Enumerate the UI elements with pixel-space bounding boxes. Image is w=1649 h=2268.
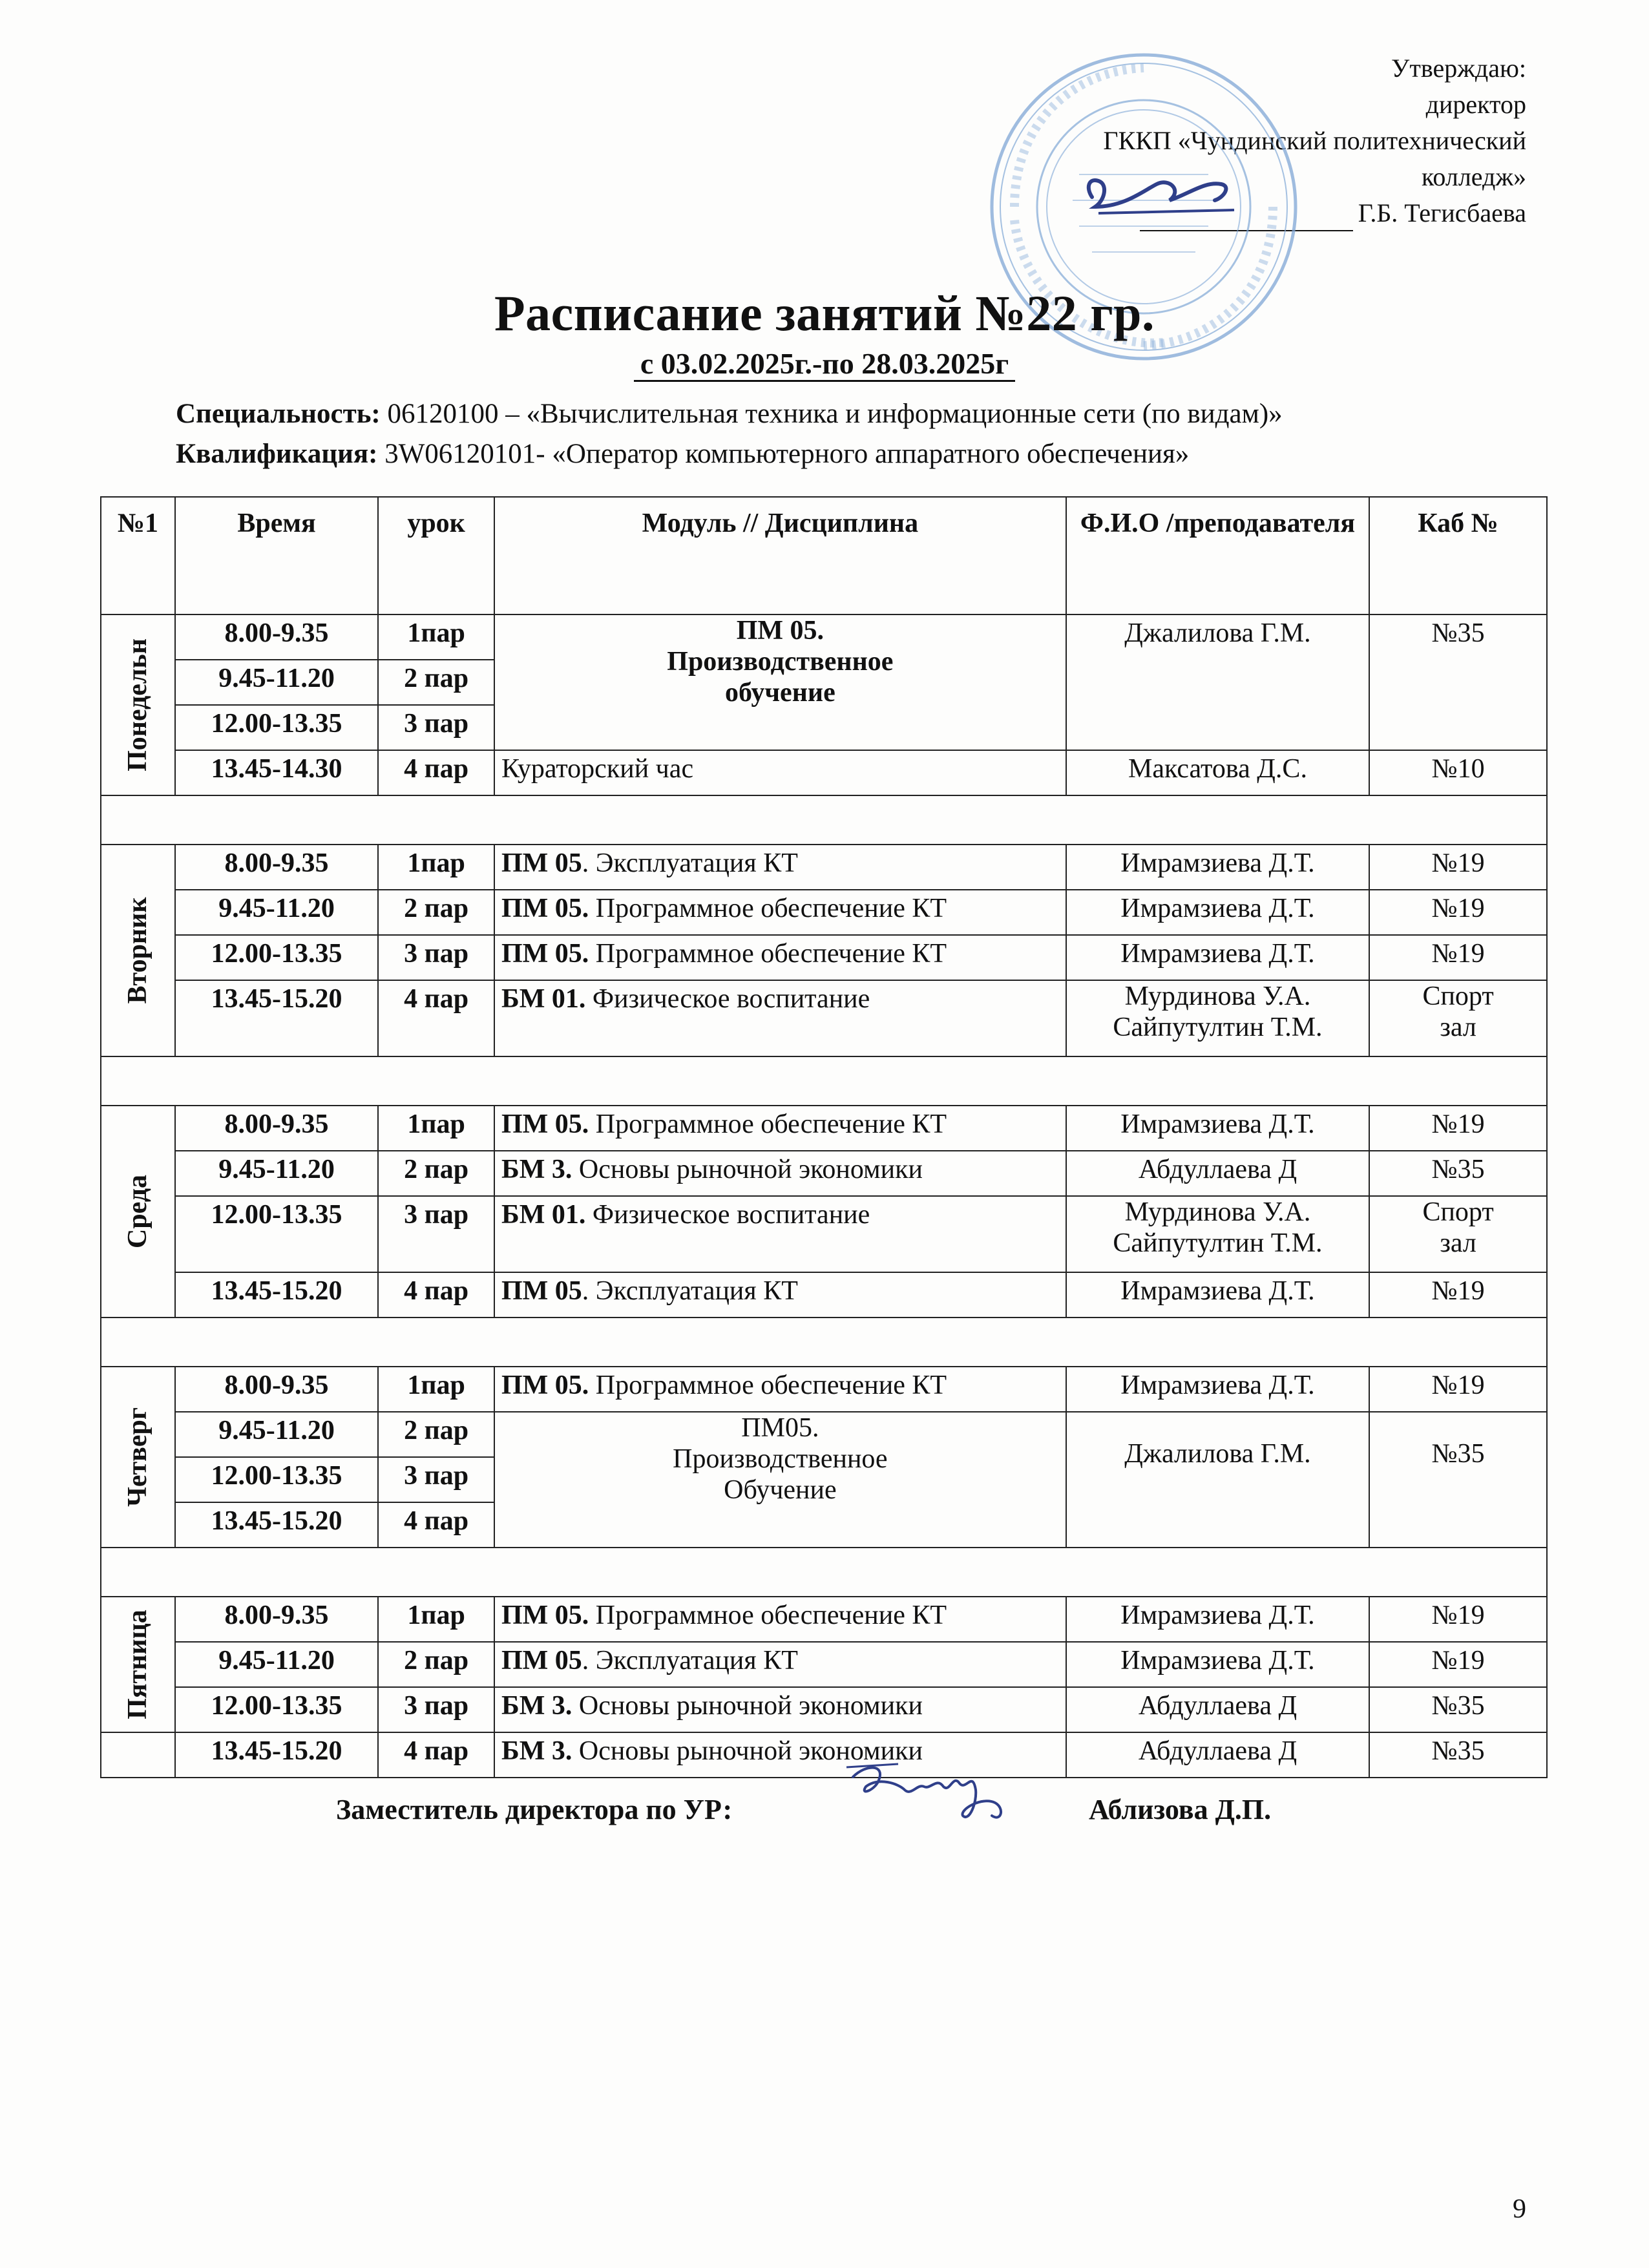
module-code: БМ 01. <box>501 1200 586 1230</box>
module-code: ПМ 05. <box>501 1370 589 1400</box>
time-cell: 8.00-9.35 <box>175 1106 378 1151</box>
time-cell: 12.00-13.35 <box>175 935 378 980</box>
time-cell: 12.00-13.35 <box>175 1196 378 1272</box>
merged-room-cell: №35 <box>1369 1412 1547 1548</box>
lesson-cell: 2 пар <box>378 660 494 705</box>
discipline-name: Основы рыночной экономики <box>572 1691 923 1721</box>
time-cell: 9.45-11.20 <box>175 660 378 705</box>
time-cell: 12.00-13.35 <box>175 1457 378 1502</box>
deputy-signature-icon <box>840 1751 1034 1835</box>
approval-line-3: ГККП «Чундинский политехнический <box>1103 126 1526 155</box>
discipline-name: Программное обеспечение КТ <box>589 1370 947 1400</box>
header-no: №1 <box>101 497 175 614</box>
table-row <box>101 935 1547 980</box>
header-room: Каб № <box>1369 497 1547 614</box>
date-range <box>0 346 1649 381</box>
lesson-cell: 3 пар <box>378 1457 494 1502</box>
time-cell: 13.45-15.20 <box>175 1732 378 1778</box>
module-code: ПМ 05. <box>501 894 589 923</box>
time-cell: 9.45-11.20 <box>175 1412 378 1457</box>
time-cell: 12.00-13.35 <box>175 1687 378 1732</box>
day-cell-monday <box>101 614 175 795</box>
lesson-cell: 3 пар <box>378 935 494 980</box>
approval-line-2: директор <box>1425 90 1526 119</box>
time-cell: 13.45-15.20 <box>175 980 378 1056</box>
subject-cell <box>494 890 1066 935</box>
lesson-cell: 4 пар <box>378 1502 494 1548</box>
room-cell: №35 <box>1369 1151 1547 1196</box>
module-code: ПМ 05 <box>501 1646 582 1675</box>
teacher-cell: Абдуллаева Д <box>1066 1687 1369 1732</box>
discipline-name: Программное обеспечение КТ <box>589 1109 947 1139</box>
module-code: БМ 01. <box>501 984 586 1014</box>
merged-subject-cell: ПМ 05. Производственное обучение <box>494 614 1066 750</box>
room-cell: Спорт зал <box>1369 980 1547 1056</box>
empty-day-cell <box>101 1732 175 1778</box>
time-cell: 8.00-9.35 <box>175 845 378 890</box>
module-code: ПМ 05. <box>501 1109 589 1139</box>
time-cell: 8.00-9.35 <box>175 1597 378 1642</box>
teacher-cell: Абдуллаева Д <box>1066 1732 1369 1778</box>
discipline-name: . Эксплуатация КТ <box>582 1646 798 1675</box>
module-code: ПМ 05 <box>501 1276 582 1306</box>
room-cell: №19 <box>1369 1106 1547 1151</box>
discipline-name: . Эксплуатация КТ <box>582 848 798 878</box>
discipline-name: . Эксплуатация КТ <box>582 1276 798 1306</box>
discipline-name: Основы рыночной экономики <box>572 1736 923 1766</box>
day-label: Четверг <box>123 1407 153 1507</box>
qualification-value: 3W06120101- «Оператор компьютерного аппаратного обеспечения» <box>384 439 1190 469</box>
subject-cell <box>494 1106 1066 1151</box>
teacher-cell: Имрамзиева Д.Т. <box>1066 935 1369 980</box>
lesson-cell: 2 пар <box>378 890 494 935</box>
room-cell: Спорт зал <box>1369 1196 1547 1272</box>
lesson-cell: 4 пар <box>378 1732 494 1778</box>
day-label: Пятница <box>123 1610 153 1719</box>
date-range-text: с 03.02.2025г.-по 28.03.2025г <box>634 347 1015 382</box>
time-cell: 9.45-11.20 <box>175 1642 378 1687</box>
table-row <box>101 1597 1547 1642</box>
spacer-row <box>101 1318 1547 1367</box>
table-row <box>101 1412 1547 1457</box>
lesson-cell: 1пар <box>378 845 494 890</box>
table-row <box>101 1151 1547 1196</box>
teacher-cell: Абдуллаева Д <box>1066 1151 1369 1196</box>
table-row <box>101 614 1547 660</box>
teacher-cell: Мурдинова У.А. Сайпутултин Т.М. <box>1066 980 1369 1056</box>
director-name: Г.Б. Тегисбаева <box>1358 198 1526 227</box>
room-cell: №19 <box>1369 845 1547 890</box>
teacher-cell: Имрамзиева Д.Т. <box>1066 845 1369 890</box>
time-cell: 13.45-14.30 <box>175 750 378 795</box>
room-cell: №19 <box>1369 935 1547 980</box>
subject-cell <box>494 980 1066 1056</box>
teacher-cell: Имрамзиева Д.Т. <box>1066 1642 1369 1687</box>
deputy-label: Заместитель директора по УР: <box>336 1794 733 1825</box>
table-row <box>101 1687 1547 1732</box>
deputy-name: Аблизова Д.П. <box>1089 1794 1272 1825</box>
lesson-cell: 4 пар <box>378 1272 494 1318</box>
time-cell: 9.45-11.20 <box>175 890 378 935</box>
room-cell: №19 <box>1369 1642 1547 1687</box>
teacher-cell: Имрамзиева Д.Т. <box>1066 1272 1369 1318</box>
schedule-table <box>100 496 1548 1778</box>
discipline-name: Программное обеспечение КТ <box>589 1601 947 1630</box>
lesson-cell: 1пар <box>378 614 494 660</box>
time-cell: 8.00-9.35 <box>175 614 378 660</box>
lesson-cell: 1пар <box>378 1367 494 1412</box>
subject-cell <box>494 1196 1066 1272</box>
time-cell: 12.00-13.35 <box>175 705 378 750</box>
header-teacher: Ф.И.О /преподавателя <box>1066 497 1369 614</box>
approval-line-1: Утверждаю: <box>1391 54 1526 83</box>
teacher-cell: Имрамзиева Д.Т. <box>1066 890 1369 935</box>
time-cell: 9.45-11.20 <box>175 1151 378 1196</box>
discipline-name: Основы рыночной экономики <box>572 1155 923 1184</box>
spacer-row <box>101 1056 1547 1106</box>
subject-cell <box>494 1687 1066 1732</box>
teacher-cell: Максатова Д.С. <box>1066 750 1369 795</box>
lesson-cell: 2 пар <box>378 1412 494 1457</box>
lesson-cell: 1пар <box>378 1597 494 1642</box>
room-cell: №19 <box>1369 1272 1547 1318</box>
teacher-cell: Имрамзиева Д.Т. <box>1066 1597 1369 1642</box>
time-cell: 13.45-15.20 <box>175 1502 378 1548</box>
module-code: ПМ 05. <box>501 1601 589 1630</box>
table-row <box>101 1642 1547 1687</box>
discipline-name: Программное обеспечение КТ <box>589 894 947 923</box>
table-row <box>101 980 1547 1056</box>
specialty-value: 06120100 – «Вычислительная техника и информационные сети (по видам)» <box>387 399 1283 429</box>
spacer-row <box>101 795 1547 845</box>
module-code: ПМ 05 <box>501 848 582 878</box>
specialty-label: Специальность: <box>176 399 381 429</box>
lesson-cell: 3 пар <box>378 705 494 750</box>
merged-subject-cell: ПМ05. Производственное Обучение <box>494 1412 1066 1548</box>
header-lesson: урок <box>378 497 494 614</box>
merged-room-cell: №35 <box>1369 614 1547 750</box>
time-cell: 13.45-15.20 <box>175 1272 378 1318</box>
day-label: Вторник <box>123 897 153 1004</box>
module-code: БМ 3. <box>501 1691 572 1721</box>
qualification-line <box>176 434 1597 474</box>
module-code: ПМ 05. <box>501 939 589 969</box>
room-cell: №10 <box>1369 750 1547 795</box>
day-cell-wednesday <box>101 1106 175 1318</box>
discipline-name: Физическое воспитание <box>585 1200 870 1230</box>
table-row <box>101 1196 1547 1272</box>
teacher-cell: Мурдинова У.А. Сайпутултин Т.М. <box>1066 1196 1369 1272</box>
spacer-row <box>101 1548 1547 1597</box>
table-row <box>101 1272 1547 1318</box>
header-subject: Модуль // Дисциплина <box>494 497 1066 614</box>
day-label: Понедельн <box>123 638 153 772</box>
lesson-cell: 3 пар <box>378 1687 494 1732</box>
lesson-cell: 4 пар <box>378 750 494 795</box>
table-row <box>101 890 1547 935</box>
lesson-cell: 2 пар <box>378 1642 494 1687</box>
discipline-name: Физическое воспитание <box>585 984 870 1014</box>
header-time: Время <box>175 497 378 614</box>
room-cell: №19 <box>1369 890 1547 935</box>
specialty-line <box>176 394 1597 434</box>
specialty-block <box>176 394 1597 474</box>
table-row <box>101 1732 1547 1778</box>
day-cell-friday <box>101 1597 175 1732</box>
day-cell-thursday <box>101 1367 175 1548</box>
room-cell: №19 <box>1369 1367 1547 1412</box>
merged-teacher-cell: Джалилова Г.М. <box>1066 1412 1369 1548</box>
subject-cell <box>494 1151 1066 1196</box>
room-cell: №35 <box>1369 1732 1547 1778</box>
subject-cell <box>494 1367 1066 1412</box>
lesson-cell: 2 пар <box>378 1151 494 1196</box>
merged-teacher-cell: Джалилова Г.М. <box>1066 614 1369 750</box>
day-cell-tuesday <box>101 845 175 1056</box>
teacher-cell: Имрамзиева Д.Т. <box>1066 1106 1369 1151</box>
lesson-cell: 4 пар <box>378 980 494 1056</box>
module-code: БМ 3. <box>501 1736 572 1766</box>
subject-cell <box>494 1597 1066 1642</box>
table-header-row <box>101 497 1547 614</box>
room-cell: №19 <box>1369 1597 1547 1642</box>
table-row <box>101 750 1547 795</box>
lesson-cell: 1пар <box>378 1106 494 1151</box>
table-row <box>101 1106 1547 1151</box>
discipline-name: Программное обеспечение КТ <box>589 939 947 969</box>
approval-line-4: колледж» <box>1421 162 1526 191</box>
subject-cell: Кураторский час <box>494 750 1066 795</box>
subject-cell <box>494 1272 1066 1318</box>
page-title: Расписание занятий №22 гр. <box>494 285 1155 341</box>
page-number: 9 <box>1513 2194 1526 2224</box>
module-code: БМ 3. <box>501 1155 572 1184</box>
time-cell: 8.00-9.35 <box>175 1367 378 1412</box>
subject-cell <box>494 935 1066 980</box>
table-row <box>101 1367 1547 1412</box>
teacher-cell: Имрамзиева Д.Т. <box>1066 1367 1369 1412</box>
lesson-cell: 3 пар <box>378 1196 494 1272</box>
subject-cell <box>494 1642 1066 1687</box>
table-row <box>101 845 1547 890</box>
subject-cell <box>494 845 1066 890</box>
qualification-label: Квалификация: <box>176 439 378 469</box>
day-label: Среда <box>123 1174 153 1249</box>
room-cell: №35 <box>1369 1687 1547 1732</box>
